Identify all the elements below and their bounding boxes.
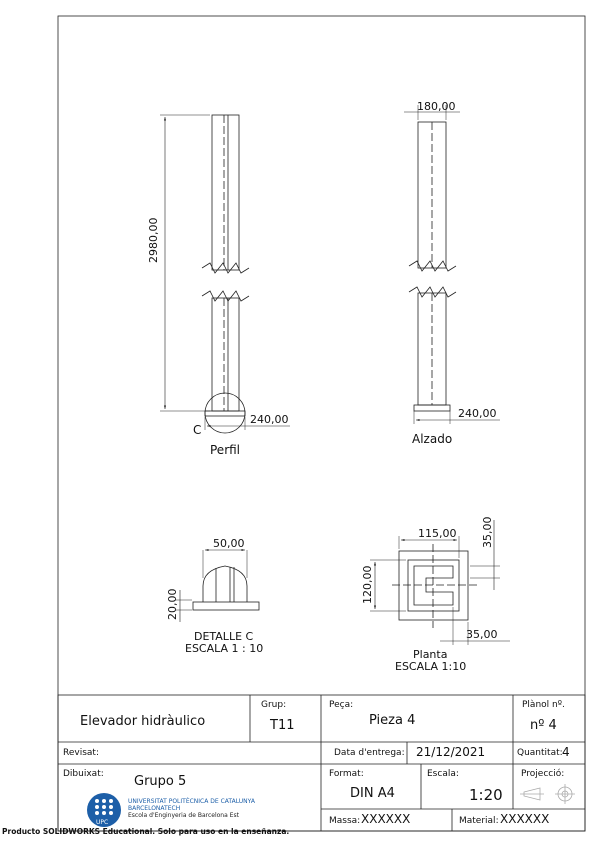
upc-logo — [87, 793, 121, 827]
alzado-view — [404, 105, 500, 424]
peca-label: Peça: — [329, 700, 354, 710]
perfil-view — [160, 115, 290, 433]
planta-bottom-dim: 35,00 — [466, 628, 498, 641]
projeccio-label: Projecció: — [521, 769, 565, 779]
sheet-border — [58, 16, 585, 831]
dibuixat-label: Dibuixat: — [63, 769, 104, 779]
grup-value: T11 — [270, 718, 295, 733]
grup-label: Grup: — [261, 700, 287, 710]
planol-value: nº 4 — [530, 718, 557, 733]
data-label: Data d'entrega: — [334, 748, 405, 758]
upc-school-text — [128, 798, 255, 819]
perfil-height-dim: 2980,00 — [147, 217, 160, 263]
planta-label-2: ESCALA 1:10 — [395, 660, 467, 673]
quantitat-value: 4 — [562, 745, 570, 759]
detalle-label-1: DETALLE C — [194, 630, 254, 643]
revisat-label: Revisat: — [63, 748, 99, 758]
upc-line-3: Escola d'Enginyeria de Barcelona Est — [128, 812, 239, 819]
escala-label: Escala: — [427, 769, 459, 779]
detail-c-circle — [205, 393, 245, 433]
planta-top-dim: 115,00 — [418, 527, 457, 540]
planta-right-dim: 35,00 — [481, 516, 494, 548]
dibuixat-value: Grupo 5 — [134, 774, 187, 789]
upc-logo-text: UPC — [96, 819, 109, 826]
data-value: 21/12/2021 — [416, 745, 486, 759]
planta-left-dim: 120,00 — [361, 565, 374, 604]
perfil-base-dim: 240,00 — [250, 413, 289, 426]
format-value: DIN A4 — [350, 786, 395, 801]
alzado-base-dim: 240,00 — [458, 407, 497, 420]
detalle-c-view — [175, 550, 259, 622]
material-label: Material: — [459, 816, 499, 826]
detalle-side-dim: 20,00 — [166, 588, 179, 620]
material-value: XXXXXX — [500, 812, 550, 826]
planol-label: Plànol nº. — [522, 700, 565, 710]
peca-value: Pieza 4 — [369, 713, 416, 728]
detalle-top-dim: 50,00 — [213, 537, 245, 550]
alzado-label: Alzado — [412, 432, 453, 446]
perfil-label: Perfil — [210, 443, 241, 457]
massa-label: Massa: — [329, 816, 361, 826]
escala-value: 1:20 — [469, 786, 503, 804]
massa-value: XXXXXX — [361, 812, 411, 826]
solidworks-watermark: Producto SOLIDWORKS Educational. Solo para uso en la enseñanza. — [2, 827, 290, 836]
upc-line-2: BARCELONATECH — [128, 805, 181, 812]
alzado-width-dim: 180,00 — [417, 100, 456, 113]
project-name: Elevador hidràulico — [80, 714, 206, 729]
format-label: Format: — [329, 769, 364, 779]
detail-c-marker: C — [193, 423, 202, 437]
projection-symbol-icon — [520, 784, 575, 804]
detalle-label-2: ESCALA 1 : 10 — [185, 642, 264, 655]
upc-line-1: UNIVERSITAT POLITÈCNICA DE CATALUNYA — [128, 798, 255, 805]
quantitat-label: Quantitat: — [517, 748, 563, 758]
planta-label-1: Planta — [413, 648, 448, 661]
